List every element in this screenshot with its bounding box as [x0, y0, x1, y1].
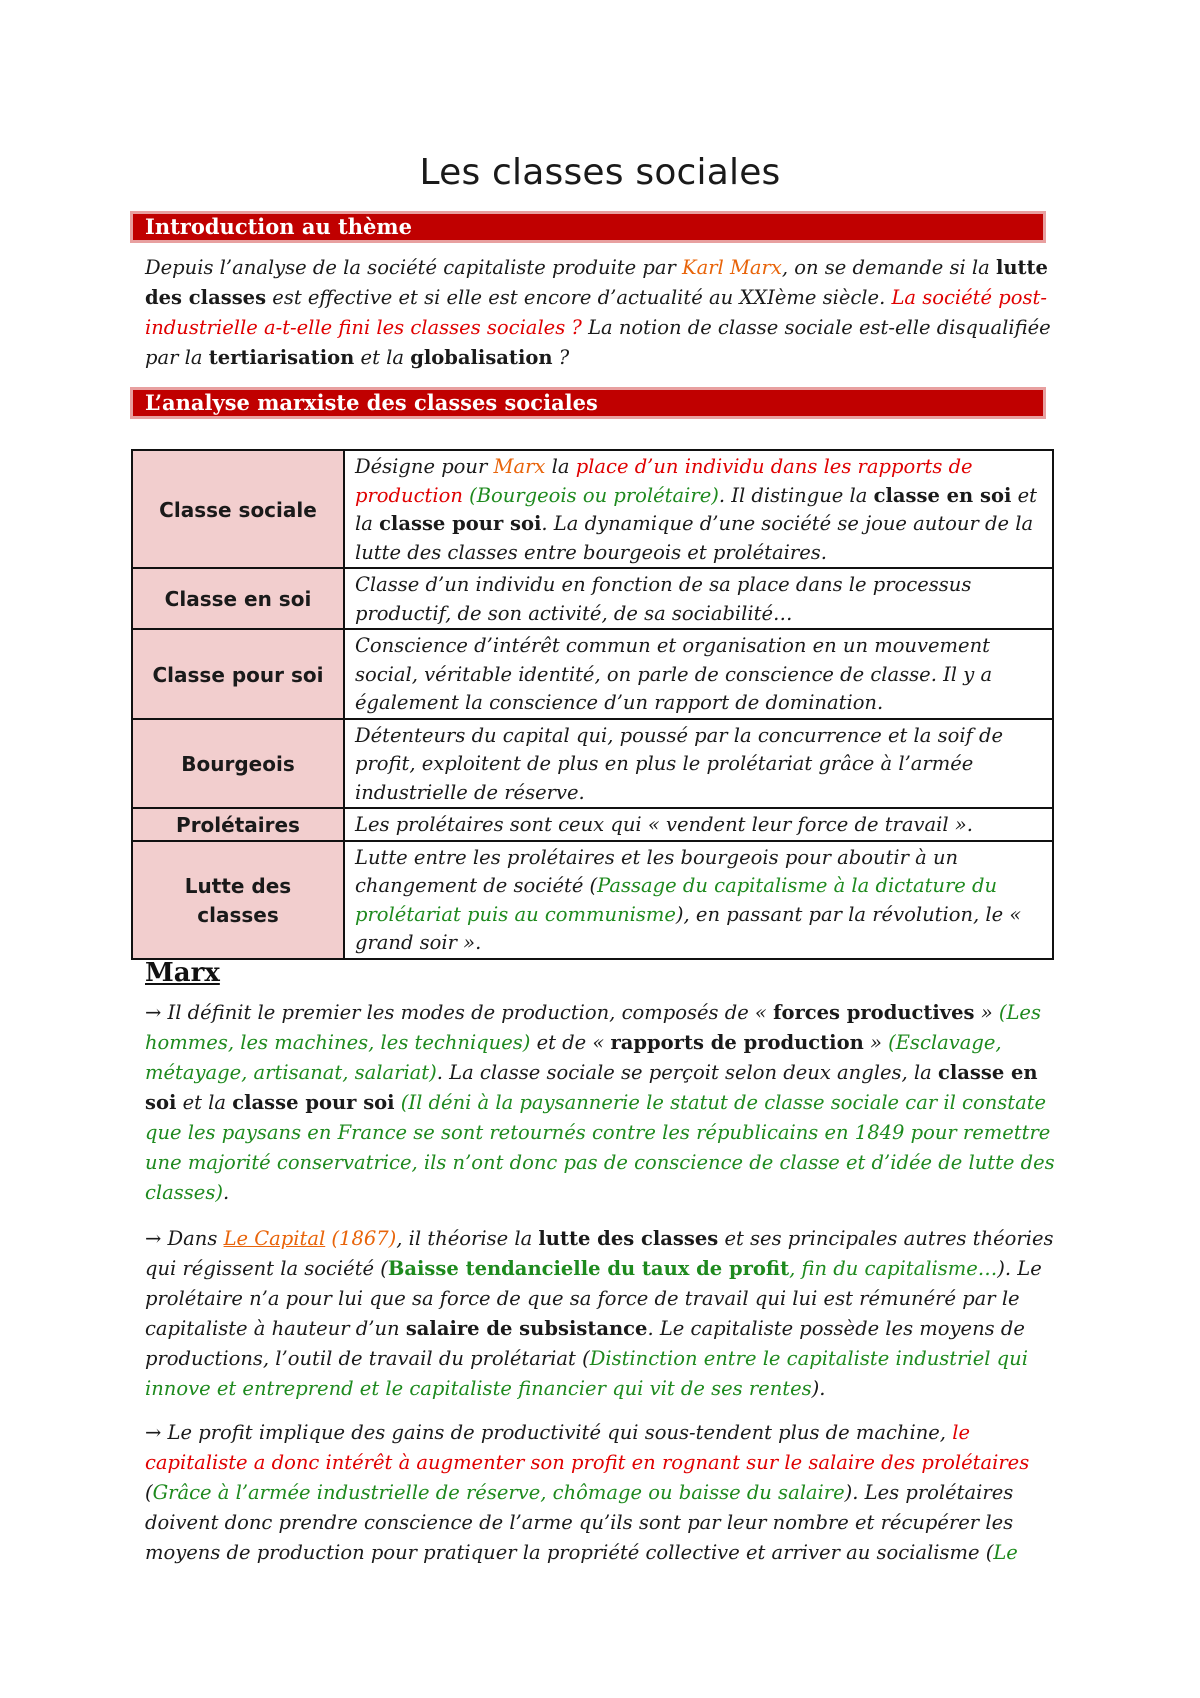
text: (	[145, 1481, 153, 1504]
key-term: lutte des classes	[145, 256, 1048, 309]
key-term: tertiarisation	[208, 346, 355, 369]
term-cell: Classe pour soi	[132, 629, 344, 719]
key-term: classe en soi	[145, 1061, 1038, 1114]
text: Lutte entre les prolétaires et les bourgeois pour aboutir à un changement de société (	[355, 845, 959, 897]
text: . La classe sociale se perçoit selon deux angles, la	[436, 1061, 938, 1084]
text: , il théorise la	[396, 1227, 539, 1250]
term-cell: Prolétaires	[132, 808, 344, 841]
key-term: classe pour soi	[379, 512, 542, 535]
definition-cell: Détenteurs du capital qui, poussé par la concurrence et la soif de profit, exploitent de plus en plus le prolétariat grâce à l’armée industrielle de réserve.	[344, 719, 1053, 809]
book-title-link[interactable]: Le Capital	[223, 1227, 326, 1250]
text: et de «	[530, 1031, 611, 1054]
arrow-icon: →	[145, 1001, 162, 1024]
example-text: Grâce à l’armée industrielle de réserve, chômage ou baisse du salaire	[152, 1481, 845, 1504]
term-cell: Bourgeois	[132, 719, 344, 809]
text: »	[974, 1001, 999, 1024]
text: Depuis l’analyse de la société capitaliste produite par	[145, 256, 683, 279]
text: . Le capitaliste possède les moyens de productions, l’outil de travail du prolétariat (	[145, 1317, 1025, 1370]
key-term: salaire de subsistance	[405, 1317, 648, 1340]
table-row	[132, 568, 1053, 629]
intro-paragraph	[145, 253, 1065, 373]
example-text: (Il déni à la paysannerie le statut de classe sociale car il constate que les paysans en France se sont retournés contre les républicains en 1849 pour remettre une majorité conservatrice, ils n’ont donc pas de conscience de classe et d’idée de lutte des classes)	[145, 1091, 1055, 1204]
text: , on se demande si la	[781, 256, 996, 279]
text: et la	[176, 1091, 233, 1114]
text: ). Le prolétaire n’a pour lui que sa force de que sa force de travail qui lui est rémunéré par le capitaliste à hauteur d’un	[145, 1257, 1042, 1340]
text: et la	[355, 483, 1037, 535]
key-term: globalisation	[410, 346, 553, 369]
table-row	[132, 719, 1053, 809]
book-year: (1867)	[325, 1227, 397, 1250]
key-term: forces productives	[773, 1001, 975, 1024]
text: .	[222, 1181, 230, 1204]
definition-cell: Les prolétaires sont ceux qui « vendent leur force de travail ».	[344, 808, 1053, 841]
author-name: Marx	[493, 455, 546, 478]
highlight-text: place d’un individu dans les rapports de production	[355, 455, 973, 507]
example-text: Le	[993, 1541, 1018, 1564]
text: et la	[354, 346, 411, 369]
key-term: classe pour soi	[232, 1091, 395, 1114]
key-term-green: Baisse tendancielle du taux de profit	[387, 1257, 790, 1280]
arrow-icon: →	[145, 1227, 162, 1250]
text: Dans	[161, 1227, 224, 1250]
marx-paragraph-3	[145, 1418, 1065, 1568]
table-row	[132, 629, 1053, 719]
text: ?	[552, 346, 570, 369]
term-cell: Lutte des classes	[132, 841, 344, 959]
example-text: Distinction entre le capitaliste industriel qui innove et entreprend et le capitaliste financier qui vit de ses rentes	[145, 1347, 1028, 1400]
example-text: (Les hommes, les machines, les techniques)	[145, 1001, 1041, 1054]
section-header-marxist: L’analyse marxiste des classes sociales	[130, 387, 1046, 419]
key-term: classe en soi	[873, 483, 1012, 507]
table-row	[132, 808, 1053, 841]
text: ). Les prolétaires doivent donc prendre conscience de l’arme qu’ils sont par leur nombre et récupérer les moyens de production pour pratiquer la propriété collective et arriver au socialisme (	[145, 1481, 1014, 1564]
definition-cell: Classe d’un individu en fonction de sa place dans le processus productif, de son activité, de sa sociabilité…	[344, 568, 1053, 629]
text: est effective et si elle est encore d’actualité au XXIème siècle.	[266, 286, 892, 309]
marx-heading: Marx	[145, 958, 220, 988]
author-name: Karl Marx	[682, 256, 782, 279]
text: ), en passant par la révolution, le « grand soir ».	[355, 902, 1022, 954]
text: ).	[811, 1377, 826, 1400]
marx-paragraph-1	[145, 998, 1065, 1208]
concepts-table	[131, 449, 1054, 960]
arrow-icon: →	[145, 1421, 162, 1444]
key-term: lutte des classes	[538, 1227, 719, 1250]
definition-cell: Conscience d’intérêt commun et organisation en un mouvement social, véritable identité, on parle de conscience de classe. Il y a également la conscience d’un rapport de domination.	[344, 629, 1053, 719]
text: »	[863, 1031, 889, 1054]
example-text: (Esclavage, métayage, artisanat, salariat)	[145, 1031, 1002, 1084]
definition-cell	[344, 450, 1053, 568]
term-cell: Classe en soi	[132, 568, 344, 629]
highlight-text: le capitaliste a donc intérêt à augmenter son profit en rognant sur le salaire des prolétaires	[145, 1421, 1030, 1474]
text: La notion de classe sociale est-elle disqualifiée par la	[145, 316, 1051, 369]
definition-cell	[344, 841, 1053, 959]
table-row	[132, 841, 1053, 959]
text: Il définit le premier les modes de production, composés de «	[161, 1001, 774, 1024]
section-header-intro: Introduction au thème	[130, 211, 1046, 243]
example-text: Passage du capitalisme à la dictature du prolétariat puis au communisme	[355, 874, 998, 926]
example-text: , fin du capitalisme…	[789, 1257, 998, 1280]
page-title: Les classes sociales	[419, 152, 781, 193]
marx-paragraph-2	[145, 1224, 1065, 1404]
text: la	[545, 455, 576, 478]
highlight-question: La société post-industrielle a-t-elle fini les classes sociales ?	[145, 286, 1047, 339]
text: . Il distingue la	[718, 483, 874, 507]
table-row	[132, 450, 1053, 568]
text: Le profit implique des gains de productivité qui sous-tendent plus de machine,	[161, 1421, 953, 1444]
key-term: rapports de production	[610, 1031, 864, 1054]
example-text: (Bourgeois ou prolétaire)	[462, 483, 719, 507]
text: et ses principales autres théories qui régissent la société (	[145, 1227, 1054, 1280]
text: . La dynamique d’une société se joue autour de la lutte des classes entre bourgeois et prolétaires.	[355, 512, 1034, 564]
term-cell: Classe sociale	[132, 450, 344, 568]
text: Désigne pour	[355, 455, 494, 478]
